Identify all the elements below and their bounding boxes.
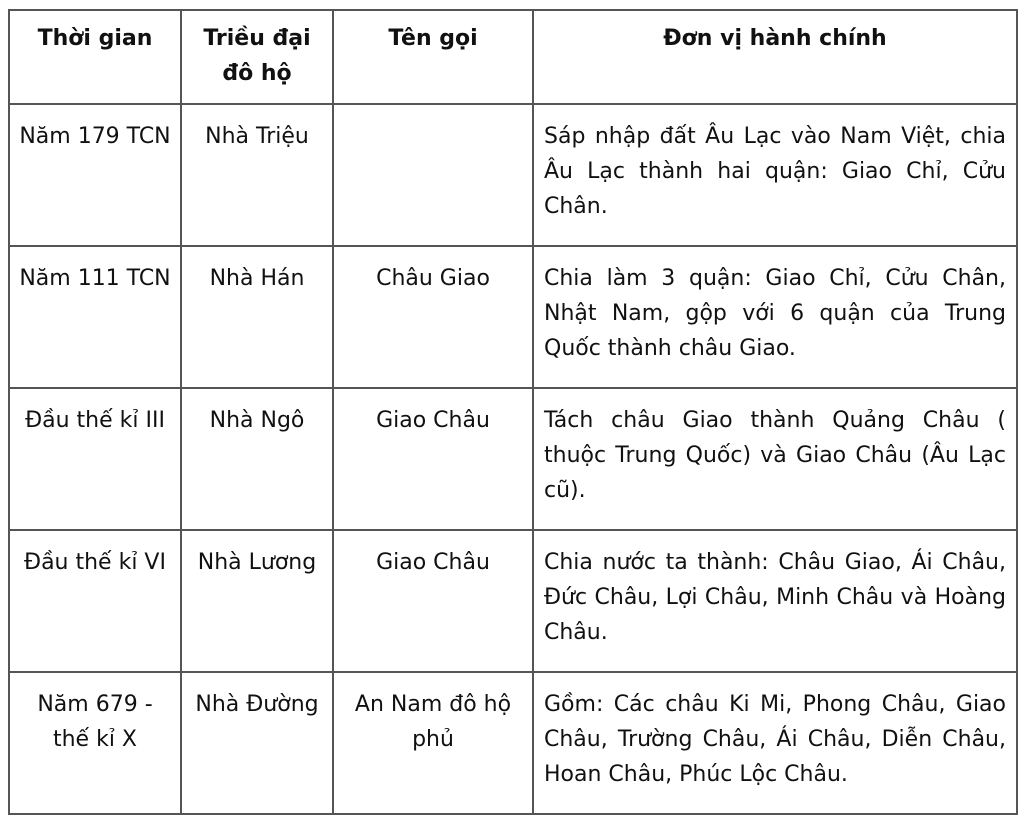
table-row: [9, 246, 1017, 388]
table-header: [9, 10, 1017, 104]
table-row: [9, 672, 1017, 814]
cell-dynasty: Nhà Lương: [181, 530, 333, 672]
cell-time: Năm 679 - thế kỉ X: [9, 672, 181, 814]
cell-name: Giao Châu: [333, 388, 533, 530]
cell-time: Đầu thế kỉ VI: [9, 530, 181, 672]
cell-name: [333, 104, 533, 246]
cell-admin: Tách châu Giao thành Quảng Châu ( thuộc Trung Quốc) và Giao Châu (Âu Lạc cũ).: [533, 388, 1017, 530]
cell-dynasty: Nhà Triệu: [181, 104, 333, 246]
header-row: [9, 10, 1017, 104]
header-time: Thời gian: [9, 10, 181, 104]
cell-dynasty: Nhà Ngô: [181, 388, 333, 530]
cell-name: Giao Châu: [333, 530, 533, 672]
table-body: [9, 104, 1017, 814]
cell-time: Năm 111 TCN: [9, 246, 181, 388]
cell-admin: Gồm: Các châu Ki Mi, Phong Châu, Giao Châu, Trường Châu, Ái Châu, Diễn Châu, Hoan Châu, Phúc Lộc Châu.: [533, 672, 1017, 814]
cell-admin: Chia nước ta thành: Châu Giao, Ái Châu, Đức Châu, Lợi Châu, Minh Châu và Hoàng Châu.: [533, 530, 1017, 672]
cell-admin: Chia làm 3 quận: Giao Chỉ, Cửu Chân, Nhật Nam, gộp với 6 quận của Trung Quốc thành châu Giao.: [533, 246, 1017, 388]
cell-time: Đầu thế kỉ III: [9, 388, 181, 530]
cell-name: An Nam đô hộ phủ: [333, 672, 533, 814]
header-dynasty: Triều đại đô hộ: [181, 10, 333, 104]
cell-name: Châu Giao: [333, 246, 533, 388]
cell-admin: Sáp nhập đất Âu Lạc vào Nam Việt, chia Âu Lạc thành hai quận: Giao Chỉ, Cửu Chân.: [533, 104, 1017, 246]
cell-time: Năm 179 TCN: [9, 104, 181, 246]
header-admin: Đơn vị hành chính: [533, 10, 1017, 104]
cell-dynasty: Nhà Hán: [181, 246, 333, 388]
cell-dynasty: Nhà Đường: [181, 672, 333, 814]
history-table: [8, 9, 1018, 815]
table-row: [9, 388, 1017, 530]
header-name: Tên gọi: [333, 10, 533, 104]
table-row: [9, 104, 1017, 246]
table-row: [9, 530, 1017, 672]
